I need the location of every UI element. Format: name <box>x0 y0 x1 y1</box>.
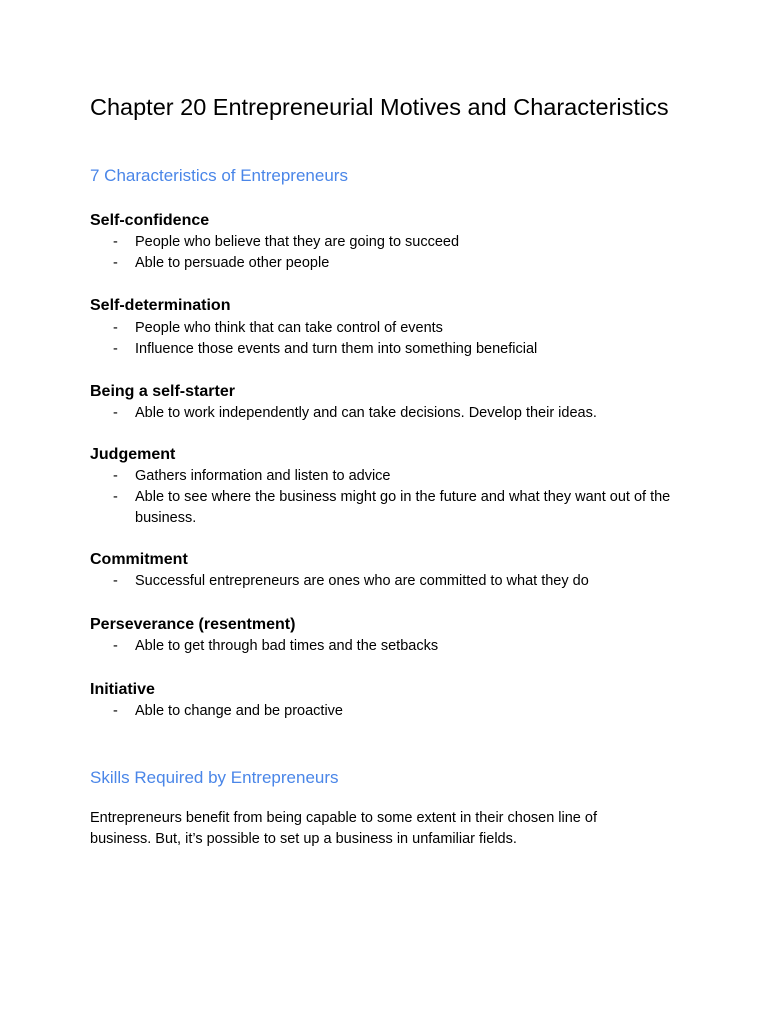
bullet-item <box>90 571 680 592</box>
bullet-text: Able to see where the business might go in the future and what they want out of the business. <box>135 489 671 526</box>
bullet-text: Successful entrepreneurs are ones who are committed to what they do <box>135 573 589 589</box>
bullet-item <box>90 253 680 274</box>
bullet-text: Gathers information and listen to advice <box>135 468 391 484</box>
bullet-text: Able to change and be proactive <box>135 703 343 719</box>
bullet-item <box>90 339 680 360</box>
bullet-text: Able to get through bad times and the setbacks <box>135 638 439 654</box>
bullet-list <box>90 318 680 360</box>
characteristic-title: Self-confidence <box>90 212 210 229</box>
bullet-marker: - <box>113 234 118 250</box>
bullet-text: People who believe that they are going to succeed <box>135 234 460 250</box>
bullet-item <box>90 403 680 424</box>
bullet-marker: - <box>113 341 118 357</box>
bullet-marker: - <box>113 703 118 719</box>
skills-paragraph: Entrepreneurs benefit from being capable to some extent in their chosen line of business. But, it’s possible to set up a business in unfamiliar fields. <box>90 810 597 847</box>
bullet-marker: - <box>113 255 118 271</box>
skills-heading: Skills Required by Entrepreneurs <box>90 768 339 787</box>
bullet-item <box>90 487 680 529</box>
bullet-list <box>90 466 680 529</box>
characteristic-title: Perseverance (resentment) <box>90 616 296 633</box>
bullet-marker: - <box>113 405 118 421</box>
bullet-marker: - <box>113 638 118 654</box>
bullet-list <box>90 571 680 592</box>
bullet-item <box>90 232 680 253</box>
characteristic-title: Self-determination <box>90 297 231 314</box>
bullet-item <box>90 701 680 722</box>
bullet-list <box>90 232 680 274</box>
bullet-list <box>90 701 680 722</box>
page-title: Chapter 20 Entrepreneurial Motives and Characteristics <box>90 94 669 120</box>
bullet-item <box>90 318 680 339</box>
bullet-text: People who think that can take control of events <box>135 320 443 336</box>
characteristic-title: Initiative <box>90 681 155 698</box>
characteristic-title: Judgement <box>90 446 176 463</box>
bullet-marker: - <box>113 468 118 484</box>
bullet-list <box>90 636 680 657</box>
characteristic-title: Commitment <box>90 551 188 568</box>
bullet-text: Able to persuade other people <box>135 255 330 271</box>
bullet-text: Influence those events and turn them into something beneficial <box>135 341 538 357</box>
bullet-item <box>90 636 680 657</box>
bullet-text: Able to work independently and can take decisions. Develop their ideas. <box>135 405 597 421</box>
characteristics-heading: 7 Characteristics of Entrepreneurs <box>90 166 348 185</box>
bullet-marker: - <box>113 320 118 336</box>
bullet-list <box>90 403 680 424</box>
bullet-marker: - <box>113 573 118 589</box>
bullet-item <box>90 466 680 487</box>
characteristic-title: Being a self-starter <box>90 383 235 400</box>
bullet-marker: - <box>113 489 118 505</box>
